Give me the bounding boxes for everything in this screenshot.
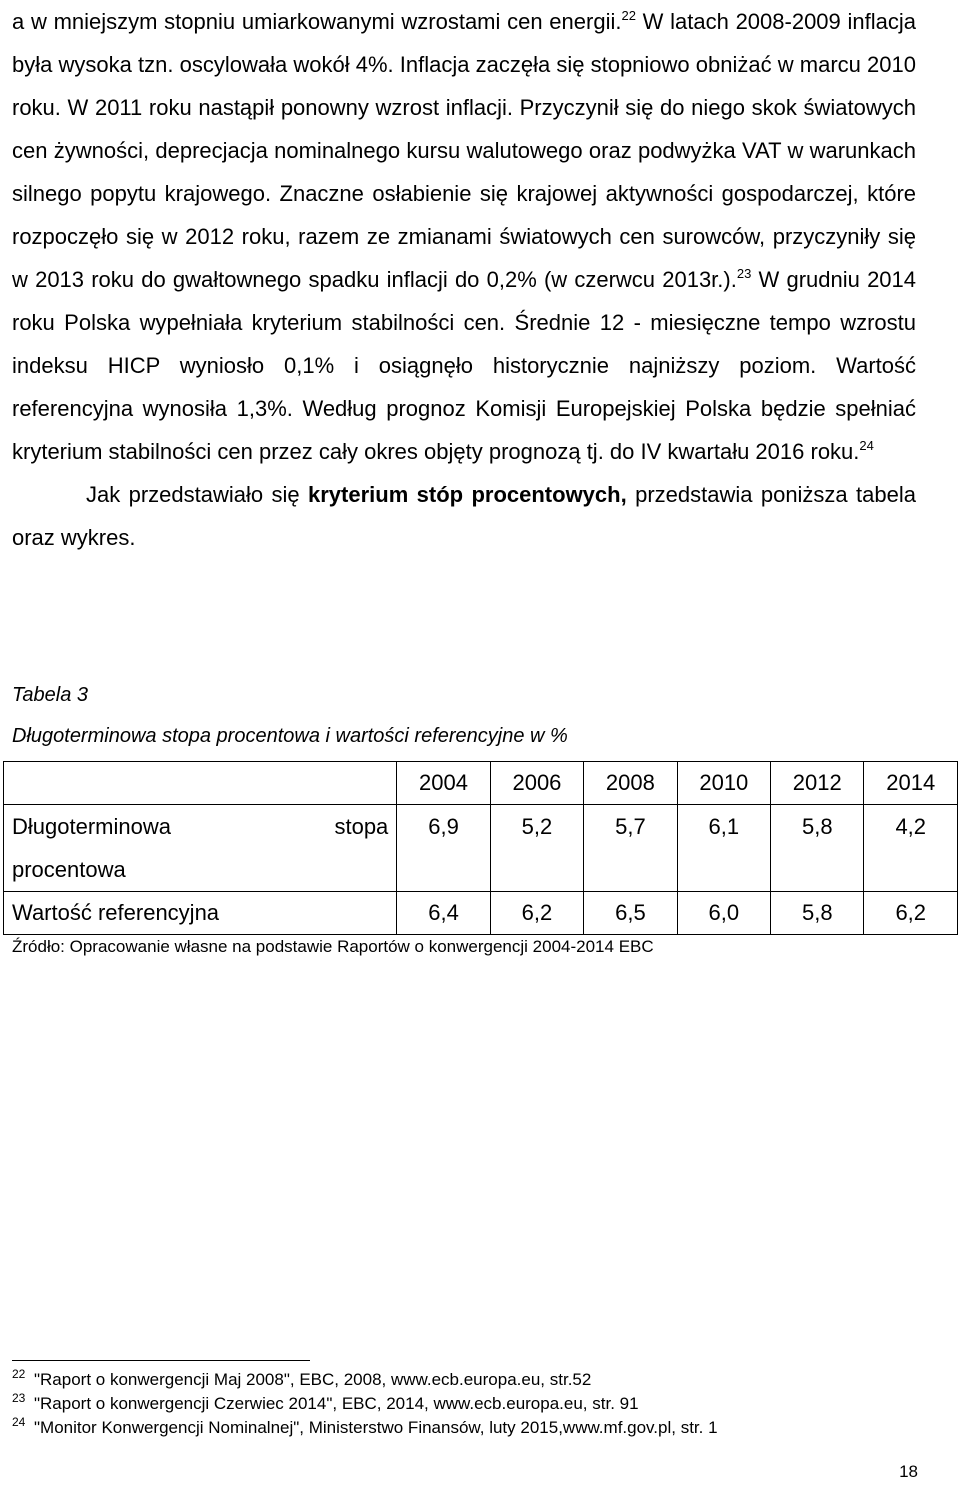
footnote-number: 23 bbox=[12, 1391, 26, 1405]
table-caption-number: Tabela 3 bbox=[12, 684, 88, 706]
text-span: W grudniu 2014 roku Polska wypełniała kryterium stabilności cen. Średnie 12 - miesięczne tempo wzrostu indeksu HICP wyniosło 0,1% i osiągnęło historycznie najniższy poziom. Wartość referencyjna wynosiła 1,3%. Według prognoz Komisji Europejskiej Polska będzie spełniać kryterium stabilności cen przez cały okres objęty prognozą tj. do IV kwartału 2016 roku. bbox=[12, 267, 917, 464]
footnote-number: 22 bbox=[12, 1367, 26, 1381]
value-cell: 6,2 bbox=[864, 892, 958, 935]
row-label-reference-value: Wartość referencyjna bbox=[4, 892, 397, 935]
value-cell: 6,9 bbox=[397, 805, 490, 892]
footnote-ref-22[interactable]: 22 bbox=[621, 8, 636, 23]
footnotes bbox=[12, 1368, 718, 1440]
footnote-item bbox=[12, 1416, 718, 1440]
text-span: a w mniejszym stopniu umiarkowanymi wzrostami cen energii. bbox=[12, 9, 622, 34]
table-row bbox=[4, 805, 958, 892]
footnote-separator bbox=[12, 1360, 310, 1361]
page-number: 18 bbox=[899, 1462, 918, 1481]
text-span: W latach 2008-2009 inflacja była wysoka tzn. oscylowała wokół 4%. Inflacja zaczęła się stopniowo obniżać w marcu 2010 roku. W 2011 roku nastąpił ponowny wzrost inflacji. Przyczynił się do niego skok światowych cen żywności, deprecjacja nominalnego kursu walutowego oraz podwyżka VAT w warunkach silnego popytu krajowego. Znaczne osłabienie się krajowej aktywności gospodarczej, które rozpoczęło się w 2012 roku, razem ze zmianami światowych cen surowców, przyczyniły się w 2013 roku do gwałtownego spadku inflacji do 0,2% (w czerwcu 2013r.). bbox=[12, 9, 916, 292]
page-content bbox=[12, 0, 916, 559]
footnote-ref-24[interactable]: 24 bbox=[859, 438, 874, 453]
value-cell: 5,7 bbox=[584, 805, 677, 892]
row-label-long-term-rate bbox=[4, 805, 397, 892]
row-label-line bbox=[12, 805, 388, 848]
footnote-item bbox=[12, 1392, 718, 1416]
table-header-row bbox=[4, 762, 958, 805]
footnote-ref-23[interactable]: 23 bbox=[736, 266, 752, 281]
label-word: Długoterminowa bbox=[12, 814, 171, 839]
table-caption-title: Długoterminowa stopa procentowa i wartości referencyjne w % bbox=[12, 725, 568, 747]
footnote-number: 24 bbox=[12, 1415, 26, 1429]
body-paragraph-2 bbox=[12, 473, 916, 559]
value-cell: 4,2 bbox=[864, 805, 958, 892]
year-cell: 2008 bbox=[584, 762, 677, 805]
value-cell: 6,4 bbox=[397, 892, 490, 935]
table-row bbox=[4, 892, 958, 935]
body-paragraph-1 bbox=[12, 0, 916, 473]
footnote-text: "Monitor Konwergencji Nominalnej", Ministerstwo Finansów, luty 2015,www.mf.gov.pl, str. 1 bbox=[34, 1418, 718, 1437]
year-cell: 2010 bbox=[677, 762, 770, 805]
emphasis-text: kryterium stóp procentowych, bbox=[308, 482, 627, 507]
year-cell: 2006 bbox=[490, 762, 583, 805]
label-word: procentowa bbox=[12, 857, 126, 882]
value-cell: 5,8 bbox=[771, 805, 864, 892]
value-cell: 6,0 bbox=[677, 892, 770, 935]
value-cell: 5,2 bbox=[490, 805, 583, 892]
text-span: Jak przedstawiało się bbox=[86, 482, 308, 507]
footnote-text: "Raport o konwergencji Maj 2008", EBC, 2008, www.ecb.europa.eu, str.52 bbox=[34, 1370, 592, 1389]
value-cell: 6,5 bbox=[584, 892, 677, 935]
header-empty-cell bbox=[4, 762, 397, 805]
value-cell: 5,8 bbox=[771, 892, 864, 935]
interest-rate-table bbox=[3, 761, 958, 935]
year-cell: 2004 bbox=[397, 762, 490, 805]
value-cell: 6,1 bbox=[677, 805, 770, 892]
label-word: stopa bbox=[334, 814, 389, 839]
value-cell: 6,2 bbox=[490, 892, 583, 935]
footnote-item bbox=[12, 1368, 718, 1392]
year-cell: 2012 bbox=[771, 762, 864, 805]
text-span: przedstawia poniższa tabela oraz wykres. bbox=[12, 482, 916, 550]
footnote-text: "Raport o konwergencji Czerwiec 2014", EBC, 2014, www.ecb.europa.eu, str. 91 bbox=[34, 1394, 639, 1413]
table-source-note: Źródło: Opracowanie własne na podstawie Raportów o konwergencji 2004-2014 EBC bbox=[12, 937, 654, 956]
year-cell: 2014 bbox=[864, 762, 958, 805]
